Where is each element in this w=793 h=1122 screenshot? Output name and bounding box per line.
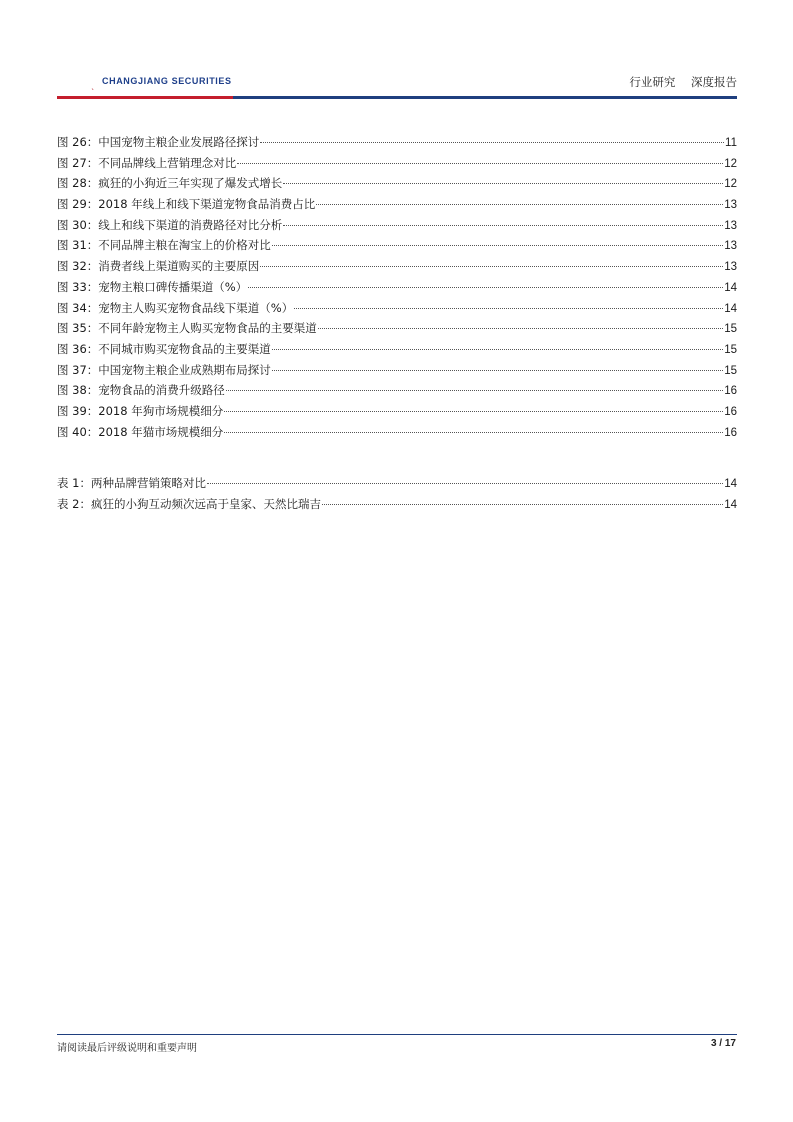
- dot-leader: [224, 411, 723, 412]
- toc-entry-page: 14: [724, 281, 737, 294]
- toc-entry-label: 图 33：宠物主粮口碑传播渠道（%）: [57, 279, 248, 294]
- toc-entry[interactable]: [57, 403, 737, 424]
- toc-entry[interactable]: [57, 300, 737, 321]
- toc-entry[interactable]: [57, 320, 737, 341]
- dot-leader: [283, 183, 723, 184]
- toc-entry-page: 12: [724, 157, 737, 170]
- toc-entry[interactable]: [57, 382, 737, 403]
- toc-entry[interactable]: [57, 217, 737, 238]
- toc-entry-label: 图 39：2018 年狗市场规模细分: [57, 403, 224, 418]
- dot-leader: [283, 225, 723, 226]
- toc-entry-page: 13: [724, 199, 737, 212]
- dot-leader: [294, 308, 723, 309]
- toc-entry[interactable]: [57, 496, 737, 517]
- dot-leader: [260, 142, 724, 143]
- toc-entry-label: 图 35：不同年龄宠物主人购买宠物食品的主要渠道: [57, 321, 317, 336]
- dot-leader: [226, 390, 723, 391]
- toc-entry-label: 图 38：宠物食品的消费升级路径: [57, 383, 225, 398]
- toc-entry[interactable]: [57, 258, 737, 279]
- header-rule-blue: [233, 96, 737, 99]
- toc-entry[interactable]: [57, 175, 737, 196]
- toc-entry-page: 16: [724, 426, 737, 439]
- toc-entry-label: 图 26：中国宠物主粮企业发展路径探讨: [57, 135, 260, 149]
- table-list: [57, 475, 737, 516]
- toc-entry-label: 图 32：消费者线上渠道购买的主要原因: [57, 259, 260, 274]
- toc-entry-page: 13: [724, 219, 737, 232]
- dot-leader: [272, 370, 723, 371]
- toc-entry-page: 14: [724, 302, 737, 315]
- toc-entry-label: 图 29：2018 年线上和线下渠道宠物食品消费占比: [57, 197, 316, 212]
- dot-leader: [272, 245, 723, 246]
- toc-entry-label: 图 34：宠物主人购买宠物食品线下渠道（%）: [57, 300, 294, 315]
- dot-leader: [248, 287, 723, 288]
- toc-entry-page: 14: [724, 498, 737, 511]
- toc-entry[interactable]: [57, 279, 737, 300]
- dot-leader: [224, 432, 723, 433]
- toc-entry[interactable]: [57, 362, 737, 383]
- header-rule-red: [57, 96, 233, 99]
- dot-leader: [322, 504, 723, 505]
- toc-entry-label: 表 2：疯狂的小狗互动频次远高于皇家、天然比瑞吉: [57, 496, 321, 511]
- toc-entry-page: 11: [725, 137, 737, 149]
- toc-entry[interactable]: [57, 424, 737, 445]
- toc-entry-page: 14: [724, 478, 737, 490]
- footer-disclaimer: 请阅读最后评级说明和重要声明: [57, 1043, 197, 1054]
- toc-entry-label: 表 1：两种品牌营销策略对比: [57, 476, 206, 490]
- dot-leader: [260, 266, 723, 267]
- dot-leader: [237, 163, 723, 164]
- report-type-label: 深度报告: [691, 75, 737, 89]
- page-number: 3 / 17: [710, 1038, 736, 1049]
- brand-logo-text: CHANGJIANG SECURITIES: [102, 76, 232, 86]
- toc-entry-page: 15: [724, 343, 737, 356]
- footer-rule: [57, 1034, 737, 1035]
- toc-entry[interactable]: [57, 341, 737, 362]
- toc-entry-label: 图 37：中国宠物主粮企业成熟期布局探讨: [57, 362, 271, 377]
- toc-entry-page: 15: [724, 364, 737, 377]
- toc-entry-page: 13: [724, 240, 737, 253]
- dot-leader: [316, 204, 723, 205]
- toc-entry-page: 13: [724, 261, 737, 274]
- toc-entry-label: 图 40：2018 年猫市场规模细分: [57, 424, 224, 439]
- toc-entry-label: 图 31：不同品牌主粮在淘宝上的价格对比: [57, 238, 271, 253]
- toc-entry-page: 16: [724, 385, 737, 398]
- dot-leader: [318, 328, 723, 329]
- toc-entry-page: 12: [724, 178, 737, 191]
- toc-entry-label: 图 27：不同品牌线上营销理念对比: [57, 155, 237, 170]
- toc-entry[interactable]: [57, 155, 737, 176]
- dot-leader: [272, 349, 723, 350]
- toc-entry-label: 图 28：疯狂的小狗近三年实现了爆发式增长: [57, 176, 283, 191]
- category-label: 行业研究: [629, 75, 676, 89]
- dot-leader: [207, 483, 723, 484]
- report-category-label: [629, 74, 737, 90]
- toc-entry[interactable]: [57, 237, 737, 258]
- toc-entry[interactable]: [57, 134, 737, 155]
- logo-mark: ˎ: [91, 81, 95, 90]
- toc-entry-label: 图 36：不同城市购买宠物食品的主要渠道: [57, 341, 271, 356]
- figure-list: [57, 134, 737, 444]
- toc-entry[interactable]: [57, 196, 737, 217]
- toc-entry-page: 16: [724, 405, 737, 418]
- toc-entry[interactable]: [57, 475, 737, 496]
- toc-entry-page: 15: [724, 323, 737, 336]
- toc-entry-label: 图 30：线上和线下渠道的消费路径对比分析: [57, 217, 283, 232]
